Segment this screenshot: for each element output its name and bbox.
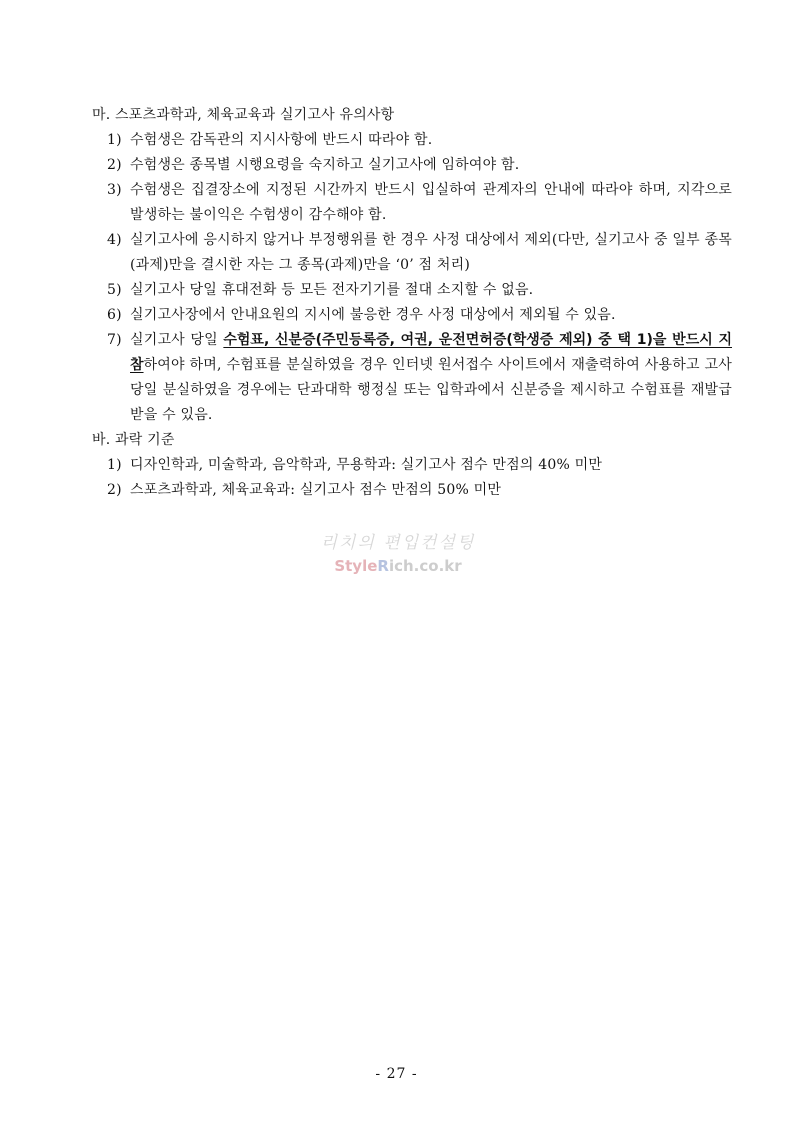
item-text: 실기고사 당일 휴대전화 등 모든 전자기기를 절대 소지할 수 없음. xyxy=(130,282,534,298)
page-number: - 27 - xyxy=(375,1066,418,1082)
item-text: 실기고사에 응시하지 않거나 부정행위를 한 경우 사정 대상에서 제외(다만, 실기고사 중 일부 종목(과제)만을 결시한 자는 그 종목(과제)만을 ‘0’ 점 처리) xyxy=(130,232,732,273)
list-item xyxy=(92,478,732,503)
item-number: 1) xyxy=(107,457,122,473)
item-text-after: 하여야 하며, 수험표를 분실하였을 경우 인터넷 원서접수 사이트에서 재출력하여 사용하고 고사 당일 분실하였을 경우에는 단과대학 행정실 또는 입학과에서 신분증을 제시하고 수험표를 재발급 받을 수 있음. xyxy=(130,357,732,423)
item-number: 2) xyxy=(107,157,122,173)
item-text: 수험생은 감독관의 지시사항에 반드시 따라야 함. xyxy=(130,132,433,148)
list-item xyxy=(92,178,732,228)
item-number: 6) xyxy=(107,307,122,323)
document-body xyxy=(92,103,732,503)
section-ma-list xyxy=(92,128,732,428)
item-number: 4) xyxy=(107,232,122,248)
item-number: 7) xyxy=(107,332,122,348)
required-items-highlight: 수험표, 신분증(주민등록증, 여권, 운전면허증(학생증 제외) 중 택 1)을 반드시 지참 xyxy=(130,332,732,373)
item-text: 디자인학과, 미술학과, 음악학과, 무용학과: 실기고사 점수 만점의 40% 미만 xyxy=(130,457,603,473)
list-item xyxy=(92,453,732,478)
item-text: 스포츠과학과, 체육교육과: 실기고사 점수 만점의 50% 미만 xyxy=(130,482,502,498)
item-text: 수험생은 집결장소에 지정된 시간까지 반드시 입실하여 관계자의 안내에 따라야 하며, 지각으로 발생하는 불이익은 수험생이 감수해야 함. xyxy=(130,182,732,223)
item-text: 실기고사장에서 안내요원의 지시에 불응한 경우 사정 대상에서 제외될 수 있음. xyxy=(130,307,616,323)
watermark-url-rest: ich.co.kr xyxy=(388,557,462,575)
item-text: 수험생은 종목별 시행요령을 숙지하고 실기고사에 임하여야 함. xyxy=(130,157,520,173)
item-number: 5) xyxy=(107,282,122,298)
list-item xyxy=(92,303,732,328)
list-item xyxy=(92,228,732,278)
item-number: 3) xyxy=(107,182,122,198)
watermark-korean-text: 리치의 편입컨설팅 xyxy=(320,533,476,553)
item-number: 2) xyxy=(107,482,122,498)
item-number: 1) xyxy=(107,132,122,148)
watermark-url xyxy=(318,556,478,576)
section-ba-title: 바. 과락 기준 xyxy=(92,432,175,448)
list-item xyxy=(92,328,732,428)
item-text-before: 실기고사 당일 xyxy=(130,332,224,348)
watermark-url-style: Style xyxy=(334,557,378,575)
list-item xyxy=(92,128,732,153)
list-item xyxy=(92,278,732,303)
section-ma-title: 마. 스포츠과학과, 체육교육과 실기고사 유의사항 xyxy=(92,107,395,123)
watermark-url-r: R xyxy=(377,557,389,575)
list-item xyxy=(92,153,732,178)
watermark xyxy=(318,530,478,576)
section-ba-list xyxy=(92,453,732,503)
